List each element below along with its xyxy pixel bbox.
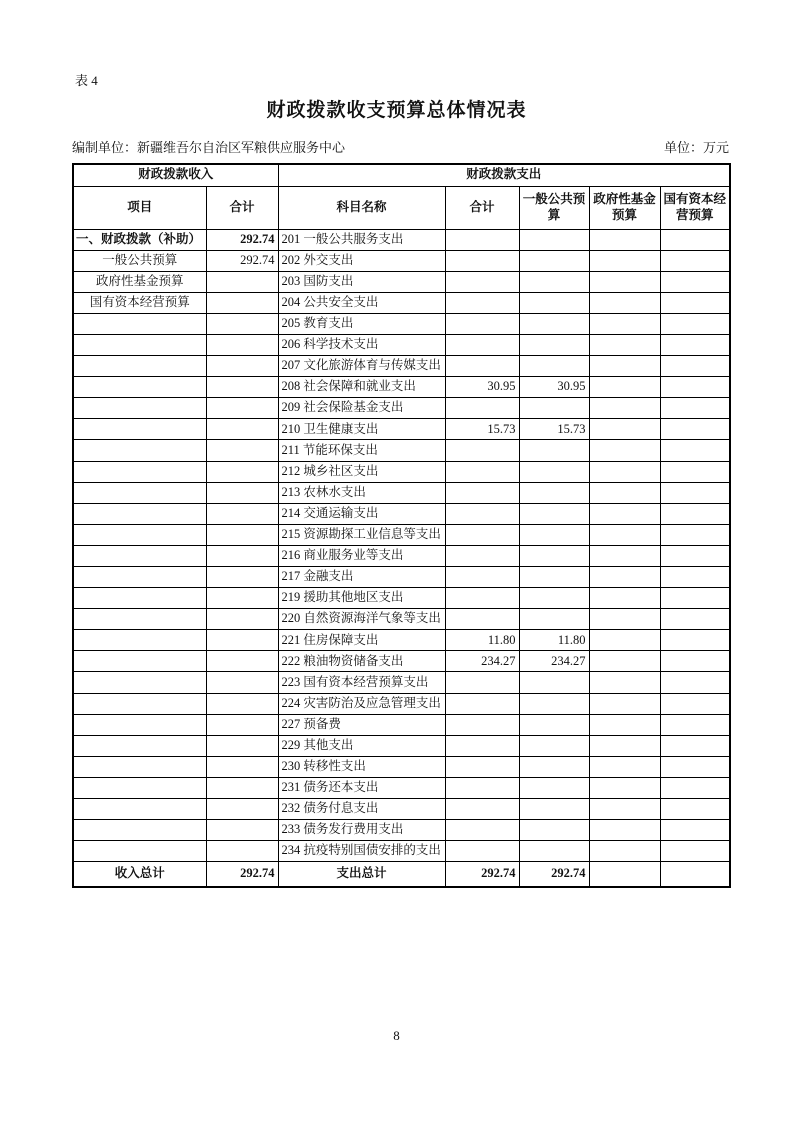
expenditure-total-cell: [445, 503, 519, 524]
expenditure-total-cell: [445, 356, 519, 377]
table-data-row: [73, 672, 730, 693]
revenue-total-cell: 292.74: [206, 250, 278, 271]
revenue-item-cell: [73, 503, 206, 524]
expenditure-total-cell: [445, 524, 519, 545]
expenditure-total-cell: [445, 714, 519, 735]
expenditure-total-cell: 30.95: [445, 377, 519, 398]
expenditure-statecap-cell: [660, 524, 730, 545]
revenue-item-cell: [73, 630, 206, 651]
expenditure-statecap-cell: [660, 271, 730, 292]
table-data-row: [73, 651, 730, 672]
expenditure-govfund-cell: [589, 524, 660, 545]
table-data-row: [73, 440, 730, 461]
expenditure-govfund-cell: [589, 567, 660, 588]
expenditure-general-cell: [519, 229, 589, 250]
expenditure-general-cell: [519, 567, 589, 588]
revenue-total-cell: [206, 503, 278, 524]
expenditure-general-cell: [519, 461, 589, 482]
expenditure-statecap-cell: [660, 356, 730, 377]
table-group-header-row: [73, 164, 730, 186]
expenditure-general-cell: 11.80: [519, 630, 589, 651]
expenditure-general-cell: [519, 524, 589, 545]
table-data-row: [73, 271, 730, 292]
expenditure-grand-total: 292.74: [445, 862, 519, 887]
revenue-total-cell: [206, 799, 278, 820]
expenditure-general-cell: [519, 356, 589, 377]
table-data-row: [73, 334, 730, 355]
expenditure-general-cell: [519, 799, 589, 820]
expenditure-total-cell: [445, 567, 519, 588]
expenditure-general-cell: [519, 271, 589, 292]
page-title: 财政拨款收支预算总体情况表: [266, 100, 527, 121]
table-column-header-row: [73, 186, 730, 229]
expenditure-statecap-cell: [660, 735, 730, 756]
table-data-row: [73, 841, 730, 862]
expenditure-general-cell: [519, 545, 589, 566]
expenditure-statecap-cell: [660, 440, 730, 461]
expenditure-govfund-cell: [589, 609, 660, 630]
expenditure-general-cell: 234.27: [519, 651, 589, 672]
expenditure-subject-cell: 234 抗疫特别国债安排的支出: [278, 841, 445, 862]
revenue-total-cell: [206, 630, 278, 651]
column-header-item: 项目: [73, 186, 206, 229]
expenditure-total-cell: 234.27: [445, 651, 519, 672]
expenditure-general-cell: [519, 841, 589, 862]
table-data-row: [73, 693, 730, 714]
expenditure-govfund-cell: [589, 503, 660, 524]
expenditure-subject-cell: 207 文化旅游体育与传媒支出: [278, 356, 445, 377]
expenditure-subject-cell: 229 其他支出: [278, 735, 445, 756]
expenditure-govfund-cell: [589, 482, 660, 503]
sheet-label: 表 4: [75, 73, 98, 88]
revenue-total-cell: [206, 292, 278, 313]
expenditure-govfund-cell: [589, 630, 660, 651]
expenditure-general-cell: [519, 334, 589, 355]
expenditure-subject-cell: 220 自然资源海洋气象等支出: [278, 609, 445, 630]
expenditure-govfund-cell: [589, 651, 660, 672]
expenditure-statecap-cell: [660, 588, 730, 609]
expenditure-subject-cell: 217 金融支出: [278, 567, 445, 588]
expenditure-total-cell: 15.73: [445, 419, 519, 440]
expenditure-total-cell: [445, 313, 519, 334]
expenditure-govfund-cell: [589, 756, 660, 777]
revenue-total-cell: [206, 377, 278, 398]
expenditure-statecap-cell: [660, 693, 730, 714]
table-data-row: [73, 250, 730, 271]
expenditure-statecap-cell: [660, 799, 730, 820]
table-data-row: [73, 398, 730, 419]
revenue-total-cell: [206, 461, 278, 482]
expenditure-govfund-cell: [589, 672, 660, 693]
expenditure-general-cell: [519, 503, 589, 524]
table-data-row: [73, 377, 730, 398]
expenditure-general-cell: [519, 398, 589, 419]
expenditure-statecap-cell: [660, 651, 730, 672]
expenditure-general-cell: [519, 482, 589, 503]
expenditure-statecap-cell: [660, 756, 730, 777]
expenditure-govfund-cell: [589, 799, 660, 820]
expenditure-govfund-cell: [589, 292, 660, 313]
column-header-gov-fund-budget: 政府性基金预算: [589, 186, 660, 229]
table-data-row: [73, 799, 730, 820]
expenditure-govfund-cell: [589, 841, 660, 862]
revenue-item-cell: 一、财政拨款（补助）: [73, 229, 206, 250]
expenditure-govfund-cell: [589, 714, 660, 735]
expenditure-subject-cell: 209 社会保险基金支出: [278, 398, 445, 419]
revenue-item-cell: [73, 482, 206, 503]
expenditure-total-cell: [445, 777, 519, 798]
expenditure-general-cell: [519, 693, 589, 714]
expenditure-govfund-cell: [589, 545, 660, 566]
expenditure-govfund-cell: [589, 440, 660, 461]
expenditure-statecap-cell: [660, 714, 730, 735]
revenue-total-cell: [206, 313, 278, 334]
table-data-row: [73, 229, 730, 250]
expenditure-subject-cell: 201 一般公共服务支出: [278, 229, 445, 250]
expenditure-total-cell: [445, 756, 519, 777]
table-data-row: [73, 820, 730, 841]
revenue-total-cell: [206, 820, 278, 841]
expenditure-total-cell: [445, 841, 519, 862]
revenue-item-cell: [73, 440, 206, 461]
expenditure-total-cell: [445, 672, 519, 693]
expenditure-subject-cell: 231 债务还本支出: [278, 777, 445, 798]
table-data-row: [73, 777, 730, 798]
expenditure-subject-cell: 215 资源勘探工业信息等支出: [278, 524, 445, 545]
table-data-row: [73, 503, 730, 524]
expenditure-govfund-cell: [589, 777, 660, 798]
revenue-item-cell: [73, 609, 206, 630]
expenditure-statecap-cell: [660, 503, 730, 524]
expenditure-subject-cell: 210 卫生健康支出: [278, 419, 445, 440]
revenue-group-header: 财政拨款收入: [73, 164, 278, 186]
table-data-row: [73, 609, 730, 630]
revenue-total-cell: [206, 609, 278, 630]
expenditure-general-cell: 15.73: [519, 419, 589, 440]
revenue-item-cell: [73, 735, 206, 756]
revenue-total-cell: [206, 545, 278, 566]
expenditure-total-cell: [445, 588, 519, 609]
expenditure-total-cell: [445, 461, 519, 482]
revenue-item-cell: [73, 651, 206, 672]
revenue-total-cell: [206, 482, 278, 503]
revenue-grand-total: 292.74: [206, 862, 278, 887]
table-data-row: [73, 735, 730, 756]
expenditure-total-cell: [445, 271, 519, 292]
revenue-item-cell: 一般公共预算: [73, 250, 206, 271]
expenditure-general-cell: [519, 777, 589, 798]
expenditure-govfund-cell: [589, 356, 660, 377]
expenditure-group-header: 财政拨款支出: [278, 164, 730, 186]
expenditure-subject-cell: 222 粮油物资储备支出: [278, 651, 445, 672]
revenue-item-cell: [73, 777, 206, 798]
revenue-item-cell: [73, 377, 206, 398]
expenditure-general-cell: [519, 313, 589, 334]
expenditure-total-cell: [445, 250, 519, 271]
expenditure-statecap-cell: [660, 609, 730, 630]
expenditure-total-cell: [445, 398, 519, 419]
expenditure-subject-cell: 216 商业服务业等支出: [278, 545, 445, 566]
revenue-item-cell: [73, 714, 206, 735]
expenditure-total-cell: [445, 229, 519, 250]
expenditure-total-cell: [445, 440, 519, 461]
revenue-item-cell: 国有资本经营预算: [73, 292, 206, 313]
revenue-item-cell: [73, 545, 206, 566]
expenditure-general-cell: [519, 714, 589, 735]
revenue-total-cell: [206, 651, 278, 672]
expenditure-general-cell: [519, 588, 589, 609]
table-data-row: [73, 356, 730, 377]
revenue-total-cell: 292.74: [206, 229, 278, 250]
expenditure-total-cell: [445, 820, 519, 841]
expenditure-subject-cell: 232 债务付息支出: [278, 799, 445, 820]
state-capital-grand-total: [660, 862, 730, 887]
unit-label: 单位：万元: [663, 140, 729, 155]
expenditure-statecap-cell: [660, 567, 730, 588]
revenue-total-cell: [206, 672, 278, 693]
expenditure-govfund-cell: [589, 461, 660, 482]
expenditure-general-cell: [519, 672, 589, 693]
expenditure-total-cell: [445, 799, 519, 820]
expenditure-statecap-cell: [660, 229, 730, 250]
expenditure-statecap-cell: [660, 313, 730, 334]
page-number: 8: [393, 1028, 400, 1043]
expenditure-subject-cell: 208 社会保障和就业支出: [278, 377, 445, 398]
expenditure-subject-cell: 213 农林水支出: [278, 482, 445, 503]
revenue-total-cell: [206, 356, 278, 377]
column-header-state-capital-budget: 国有资本经营预算: [660, 186, 730, 229]
revenue-item-cell: [73, 419, 206, 440]
general-budget-grand-total: 292.74: [519, 862, 589, 887]
expenditure-total-cell: [445, 609, 519, 630]
expenditure-subject-cell: 205 教育支出: [278, 313, 445, 334]
revenue-total-cell: [206, 334, 278, 355]
expenditure-subject-cell: 214 交通运输支出: [278, 503, 445, 524]
expenditure-statecap-cell: [660, 250, 730, 271]
expenditure-govfund-cell: [589, 229, 660, 250]
expenditure-statecap-cell: [660, 292, 730, 313]
expenditure-govfund-cell: [589, 588, 660, 609]
revenue-item-cell: [73, 567, 206, 588]
revenue-total-cell: [206, 756, 278, 777]
table-data-row: [73, 313, 730, 334]
expenditure-govfund-cell: [589, 250, 660, 271]
revenue-total-cell: [206, 735, 278, 756]
revenue-item-cell: [73, 334, 206, 355]
expenditure-general-cell: [519, 440, 589, 461]
expenditure-subject-cell: 204 公共安全支出: [278, 292, 445, 313]
revenue-total-cell: [206, 419, 278, 440]
table-data-row: [73, 292, 730, 313]
revenue-item-cell: [73, 356, 206, 377]
table-data-row: [73, 482, 730, 503]
revenue-item-cell: [73, 461, 206, 482]
expenditure-govfund-cell: [589, 377, 660, 398]
table-data-row: [73, 756, 730, 777]
column-header-revenue-total: 合计: [206, 186, 278, 229]
expenditure-govfund-cell: [589, 398, 660, 419]
expenditure-general-cell: [519, 756, 589, 777]
expenditure-statecap-cell: [660, 841, 730, 862]
expenditure-statecap-cell: [660, 377, 730, 398]
expenditure-subject-cell: 221 住房保障支出: [278, 630, 445, 651]
expenditure-govfund-cell: [589, 271, 660, 292]
revenue-total-label: 收入总计: [73, 862, 206, 887]
expenditure-total-cell: 11.80: [445, 630, 519, 651]
expenditure-subject-cell: 202 外交支出: [278, 250, 445, 271]
expenditure-subject-cell: 212 城乡社区支出: [278, 461, 445, 482]
totals-row: [73, 862, 730, 887]
expenditure-general-cell: [519, 735, 589, 756]
table-data-row: [73, 545, 730, 566]
budget-table: [72, 163, 731, 888]
revenue-total-cell: [206, 777, 278, 798]
table-data-row: [73, 419, 730, 440]
expenditure-statecap-cell: [660, 630, 730, 651]
expenditure-subject-cell: 227 预备费: [278, 714, 445, 735]
revenue-total-cell: [206, 588, 278, 609]
expenditure-statecap-cell: [660, 545, 730, 566]
expenditure-statecap-cell: [660, 672, 730, 693]
table-data-row: [73, 567, 730, 588]
revenue-total-cell: [206, 524, 278, 545]
table-data-row: [73, 461, 730, 482]
column-header-general-budget: 一般公共预算: [519, 186, 589, 229]
revenue-item-cell: [73, 672, 206, 693]
expenditure-total-cell: [445, 735, 519, 756]
expenditure-govfund-cell: [589, 313, 660, 334]
revenue-total-cell: [206, 440, 278, 461]
expenditure-subject-cell: 223 国有资本经营预算支出: [278, 672, 445, 693]
column-header-subject-name: 科目名称: [278, 186, 445, 229]
expenditure-total-cell: [445, 334, 519, 355]
expenditure-statecap-cell: [660, 334, 730, 355]
expenditure-total-cell: [445, 545, 519, 566]
expenditure-subject-cell: 211 节能环保支出: [278, 440, 445, 461]
table-data-row: [73, 524, 730, 545]
revenue-total-cell: [206, 841, 278, 862]
revenue-total-cell: [206, 271, 278, 292]
revenue-total-cell: [206, 693, 278, 714]
expenditure-govfund-cell: [589, 693, 660, 714]
revenue-item-cell: [73, 820, 206, 841]
table-data-row: [73, 714, 730, 735]
expenditure-subject-cell: 219 援助其他地区支出: [278, 588, 445, 609]
prepared-by-label: 编制单位：新疆维吾尔自治区军粮供应服务中心: [72, 140, 346, 155]
expenditure-total-label: 支出总计: [278, 862, 445, 887]
revenue-total-cell: [206, 398, 278, 419]
table-data-row: [73, 630, 730, 651]
expenditure-general-cell: 30.95: [519, 377, 589, 398]
expenditure-statecap-cell: [660, 419, 730, 440]
meta-row: [72, 137, 729, 156]
expenditure-total-cell: [445, 693, 519, 714]
revenue-item-cell: 政府性基金预算: [73, 271, 206, 292]
table-data-row: [73, 588, 730, 609]
revenue-item-cell: [73, 799, 206, 820]
expenditure-general-cell: [519, 820, 589, 841]
expenditure-statecap-cell: [660, 461, 730, 482]
expenditure-statecap-cell: [660, 820, 730, 841]
expenditure-govfund-cell: [589, 735, 660, 756]
revenue-item-cell: [73, 313, 206, 334]
expenditure-govfund-cell: [589, 820, 660, 841]
revenue-item-cell: [73, 398, 206, 419]
revenue-item-cell: [73, 841, 206, 862]
revenue-item-cell: [73, 524, 206, 545]
expenditure-govfund-cell: [589, 334, 660, 355]
column-header-expenditure-total: 合计: [445, 186, 519, 229]
expenditure-general-cell: [519, 609, 589, 630]
revenue-total-cell: [206, 714, 278, 735]
expenditure-subject-cell: 224 灾害防治及应急管理支出: [278, 693, 445, 714]
expenditure-total-cell: [445, 482, 519, 503]
gov-fund-grand-total: [589, 862, 660, 887]
expenditure-statecap-cell: [660, 482, 730, 503]
expenditure-govfund-cell: [589, 419, 660, 440]
expenditure-statecap-cell: [660, 777, 730, 798]
revenue-item-cell: [73, 588, 206, 609]
expenditure-total-cell: [445, 292, 519, 313]
expenditure-subject-cell: 206 科学技术支出: [278, 334, 445, 355]
revenue-item-cell: [73, 693, 206, 714]
expenditure-general-cell: [519, 292, 589, 313]
expenditure-statecap-cell: [660, 398, 730, 419]
expenditure-general-cell: [519, 250, 589, 271]
expenditure-subject-cell: 203 国防支出: [278, 271, 445, 292]
revenue-total-cell: [206, 567, 278, 588]
revenue-item-cell: [73, 756, 206, 777]
expenditure-subject-cell: 233 债务发行费用支出: [278, 820, 445, 841]
expenditure-subject-cell: 230 转移性支出: [278, 756, 445, 777]
